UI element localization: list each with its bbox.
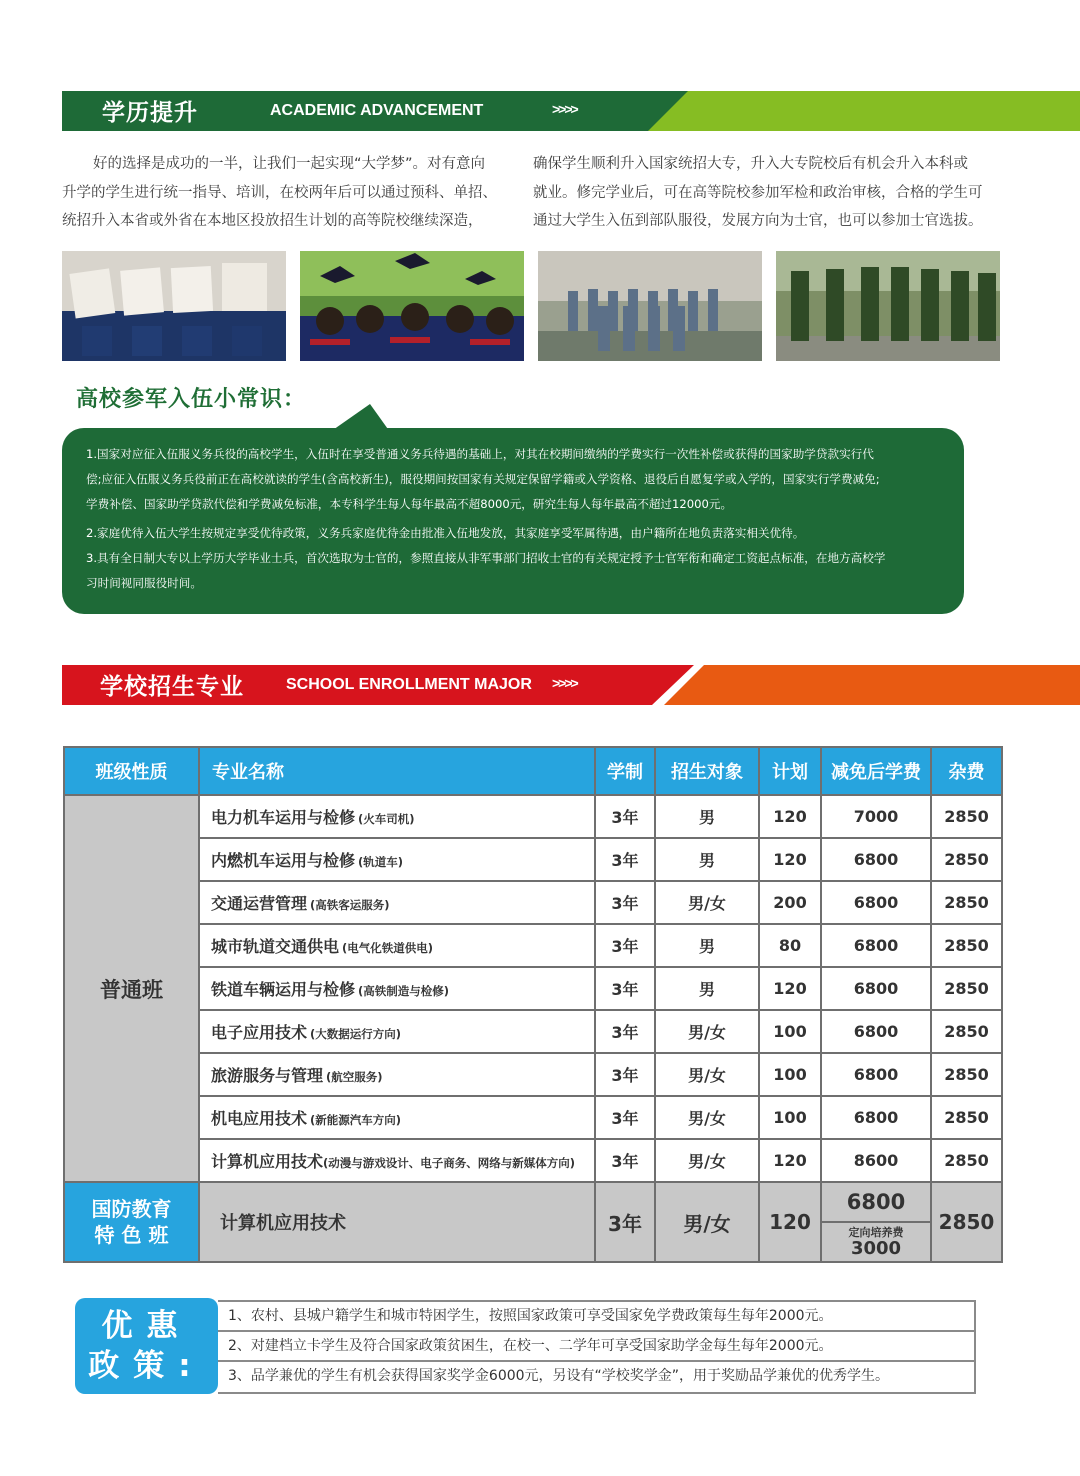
misc: 2850	[931, 838, 1002, 881]
special-fee: 6800	[822, 1183, 930, 1223]
text-line: 统招升入本省或外省在本地区投放招生计划的高等院校继续深造，	[62, 213, 483, 229]
text-line: 好的选择是成功的一半，让我们一起实现“大学梦”。对有意向	[93, 156, 486, 172]
major-label: 电子应用技术	[211, 1023, 308, 1042]
misc: 2850	[931, 881, 1002, 924]
section-title-cn: 学校招生专业	[100, 674, 244, 700]
regular-class-cell: 普通班	[64, 795, 199, 1182]
years: 3年	[595, 838, 655, 881]
major-name	[199, 1053, 595, 1096]
enrollment-table	[63, 746, 1003, 1263]
text-line: 确保学生顺利升入国家统招大专，升入大专院校后有机会升入本科或	[533, 156, 968, 172]
major-sub: (轨道车)	[358, 855, 404, 869]
policy-badge	[75, 1298, 218, 1394]
target: 男/女	[655, 881, 759, 924]
tips-box	[62, 428, 964, 614]
major-name	[199, 967, 595, 1010]
intro-paragraph-left	[62, 150, 512, 236]
header-fee: 减免后学费	[821, 747, 931, 795]
fee: 6800	[821, 967, 931, 1010]
section-title-en: ACADEMIC ADVANCEMENT	[270, 102, 484, 119]
major-label: 计算机应用技术	[211, 1152, 324, 1171]
tips-title: 高校参军入伍小常识：	[76, 387, 307, 412]
major-name	[199, 1139, 595, 1182]
years: 3年	[595, 1096, 655, 1139]
diploma-photo	[62, 251, 286, 361]
plan: 120	[759, 1139, 821, 1182]
plan: 120	[759, 967, 821, 1010]
text-line: 通过大学生入伍到部队服役，发展方向为士官，也可以参加士官选拔。	[533, 213, 983, 229]
soldiers-marching-image	[776, 251, 1000, 361]
major-label: 旅游服务与管理	[211, 1066, 324, 1085]
text-line: 就业。修完学业后，可在高等院校参加军检和政治审核，合格的学生可	[533, 184, 983, 201]
target: 男/女	[655, 1096, 759, 1139]
major-name	[199, 795, 595, 838]
special-major-name: 计算机应用技术	[199, 1182, 595, 1262]
major-label: 铁道车辆运用与检修	[211, 980, 356, 999]
major-label: 电力机车运用与检修	[211, 808, 356, 827]
target: 男	[655, 924, 759, 967]
table-row	[64, 795, 1002, 838]
misc: 2850	[931, 795, 1002, 838]
special-fee-note: 定向培养费	[848, 1226, 904, 1239]
intro-paragraph-right	[533, 150, 1003, 236]
fee: 8600	[821, 1139, 931, 1182]
target: 男	[655, 838, 759, 881]
section-banner-academic	[62, 91, 1080, 131]
years: 3年	[595, 924, 655, 967]
fee: 6800	[821, 1053, 931, 1096]
fee: 7000	[821, 795, 931, 838]
major-sub: (高铁制造与检修)	[358, 984, 450, 998]
diploma-image	[62, 251, 286, 361]
section-banner-enrollment	[62, 665, 1080, 705]
fee: 6800	[821, 924, 931, 967]
soldiers-marching-photo	[776, 251, 1000, 361]
fee: 6800	[821, 1096, 931, 1139]
target: 男	[655, 795, 759, 838]
major-name	[199, 924, 595, 967]
text-line: 升学的学生进行统一指导、培训，在校两年后可以通过预科、单招、	[62, 184, 497, 201]
military-training-image	[538, 251, 762, 361]
misc: 2850	[931, 1010, 1002, 1053]
plan: 100	[759, 1010, 821, 1053]
table-row	[64, 838, 1002, 881]
misc: 2850	[931, 1096, 1002, 1139]
special-misc: 2850	[931, 1182, 1002, 1262]
target: 男/女	[655, 1139, 759, 1182]
target: 男/女	[655, 1010, 759, 1053]
fee: 6800	[821, 1010, 931, 1053]
special-years: 3年	[595, 1182, 655, 1262]
special-class-row	[64, 1182, 1002, 1262]
plan: 100	[759, 1053, 821, 1096]
tips-line: 习时间视同服役时间。	[86, 576, 202, 590]
misc: 2850	[931, 1053, 1002, 1096]
fee: 6800	[821, 838, 931, 881]
header-years: 学制	[595, 747, 655, 795]
special-plan: 120	[759, 1182, 821, 1262]
years: 3年	[595, 881, 655, 924]
policy-badge-line1: 优惠	[101, 1308, 192, 1344]
major-sub: (火车司机)	[358, 812, 415, 826]
policy-item: 2、对建档立卡学生及符合国家政策贫困生，在校一、二学年可享受国家助学金每生每年2000元。	[218, 1332, 974, 1362]
special-fee-cell	[821, 1182, 931, 1262]
table-header-row	[64, 747, 1002, 795]
policy-item: 3、品学兼优的学生有机会获得国家奖学金6000元，另设有“学校奖学金”，用于奖励品学兼优的优秀学生。	[228, 1368, 890, 1384]
tips-line: 学费补偿、国家助学贷款代偿和学费减免标准，本专科学生每人每年最高不超8000元，研究生每人每年最高不超过12000元。	[86, 497, 733, 511]
major-name	[199, 838, 595, 881]
years: 3年	[595, 967, 655, 1010]
table-row	[64, 1053, 1002, 1096]
special-target: 男/女	[655, 1182, 759, 1262]
major-sub: (新能源汽车方向)	[310, 1113, 402, 1127]
major-name	[199, 1010, 595, 1053]
header-class-type: 班级性质	[64, 747, 199, 795]
plan: 120	[759, 838, 821, 881]
major-sub: (航空服务)	[326, 1070, 383, 1084]
major-name	[199, 1096, 595, 1139]
policy-item: 1、农村、县城户籍学生和城市特困学生，按照国家政策可享受国家免学费政策每生每年2000元。	[218, 1302, 974, 1332]
table-row	[64, 1010, 1002, 1053]
years: 3年	[595, 1053, 655, 1096]
plan: 200	[759, 881, 821, 924]
table-row	[64, 1096, 1002, 1139]
special-class-line1: 国防教育	[91, 1197, 172, 1221]
misc: 2850	[931, 924, 1002, 967]
major-label: 内燃机车运用与检修	[211, 851, 356, 870]
header-major: 专业名称	[199, 747, 595, 795]
chevrons-icon: >>>>	[552, 101, 577, 117]
table-row	[64, 1139, 1002, 1182]
section-title-cn: 学历提升	[102, 100, 198, 126]
section-title-en: SCHOOL ENROLLMENT MAJOR	[286, 676, 532, 693]
years: 3年	[595, 1010, 655, 1053]
table-row	[64, 967, 1002, 1010]
years: 3年	[595, 795, 655, 838]
header-misc: 杂费	[931, 747, 1002, 795]
header-plan: 计划	[759, 747, 821, 795]
fee: 6800	[821, 881, 931, 924]
tips-line: 偿;应征入伍服义务兵役前正在高校就读的学生(含高校新生)，服役期间按国家有关规定保留学籍或入学资格、退役后自愿复学或入学的，国家实行学费减免;	[86, 472, 880, 486]
special-class-cell	[64, 1182, 199, 1262]
graduation-image	[300, 251, 524, 361]
plan: 120	[759, 795, 821, 838]
major-label: 城市轨道交通供电	[211, 937, 340, 956]
table-row	[64, 881, 1002, 924]
policy-badge-line2: 政策:	[88, 1348, 205, 1384]
special-fee-extra: 3000	[850, 1238, 902, 1259]
misc: 2850	[931, 1139, 1002, 1182]
military-training-photo	[538, 251, 762, 361]
special-class-line2: 特 色 班	[94, 1223, 169, 1247]
graduation-photo	[300, 251, 524, 361]
years: 3年	[595, 1139, 655, 1182]
tips-line: 1.国家对应征入伍服义务兵役的高校学生，入伍时在享受普通义务兵待遇的基础上，对其在校期间缴纳的学费实行一次性补偿或获得的国家助学贷款实行代	[86, 447, 874, 461]
major-sub: (高铁客运服务)	[310, 898, 390, 912]
plan: 80	[759, 924, 821, 967]
misc: 2850	[931, 967, 1002, 1010]
target: 男/女	[655, 1053, 759, 1096]
policy-list	[218, 1300, 976, 1394]
target: 男	[655, 967, 759, 1010]
table-row	[64, 924, 1002, 967]
major-name	[199, 881, 595, 924]
header-target: 招生对象	[655, 747, 759, 795]
tips-line: 2.家庭优待入伍大学生按规定享受优待政策，义务兵家庭优待金由批准入伍地发放，其家庭享受军属待遇，由户籍所在地负责落实相关优待。	[86, 526, 805, 540]
plan: 100	[759, 1096, 821, 1139]
major-sub: (电气化铁道供电)	[342, 941, 434, 955]
tips-line: 3.具有全日制大专以上学历大学毕业士兵，首次选取为士官的，参照直接从非军事部门招收士官的有关规定授予士官军衔和确定工资起点标准，在地方高校学	[86, 551, 886, 565]
major-label: 交通运营管理	[211, 894, 308, 913]
major-sub: (大数据运行方向)	[310, 1027, 402, 1041]
chevrons-icon: >>>>	[552, 675, 577, 691]
major-label: 机电应用技术	[211, 1109, 308, 1128]
major-sub: (动漫与游戏设计、电子商务、网络与新媒体方向)	[323, 1156, 576, 1170]
